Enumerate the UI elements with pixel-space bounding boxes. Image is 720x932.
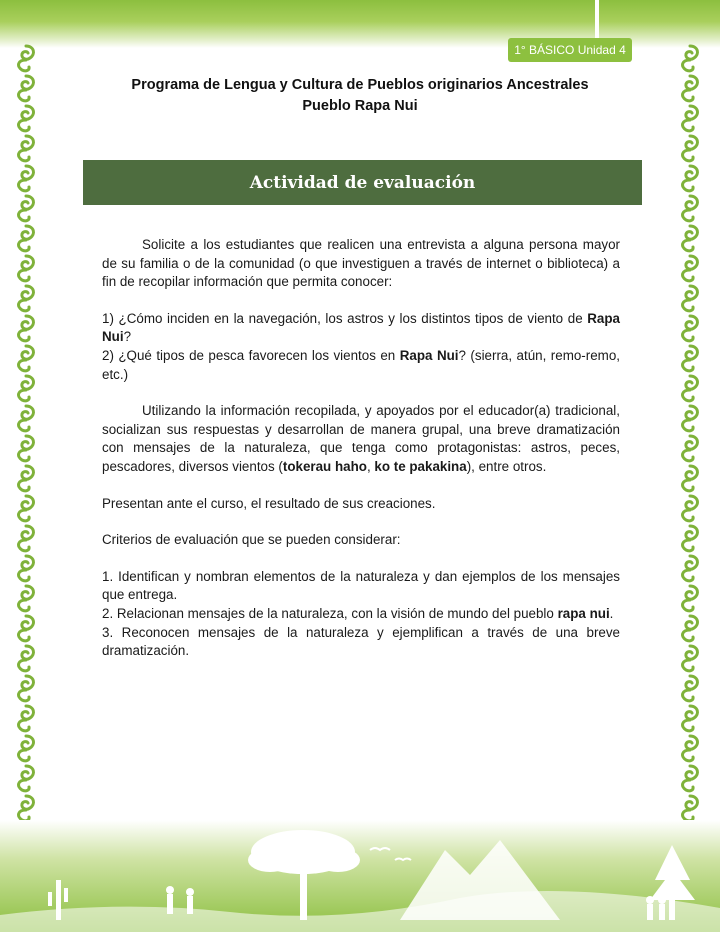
spiral-motif	[19, 796, 34, 821]
landscape-silhouette-icon	[0, 820, 720, 932]
criteria-intro: Criterios de evaluación que se pueden considerar:	[102, 532, 401, 548]
spiral-motif	[19, 76, 34, 101]
spiral-motif	[683, 436, 698, 461]
spiral-motif	[683, 646, 698, 671]
spiral-motif	[683, 76, 698, 101]
rapa-nui-spiral-ornament-icon	[676, 36, 704, 826]
spiral-motif	[683, 286, 698, 311]
spiral-motif	[19, 226, 34, 251]
spiral-motif	[19, 556, 34, 581]
spiral-motif	[19, 436, 34, 461]
section-title-bar	[83, 160, 642, 205]
spiral-motif	[19, 736, 34, 761]
instructions-text: Utilizando la información recopilada, y apoyados por el educador(a) tradicional, socializan sus respuestas y desarrollan de manera grupal, una breve dramatización con mensajes de la naturaleza, que tenga como protagonistas: astros, peces, pescadores, diversos vientos (	[102, 403, 620, 474]
band-divider	[595, 0, 599, 40]
criteria-item-1: 1. Identifican y nombran elementos de la naturaleza y dan ejemplos de los mensajes que entrega.	[102, 568, 620, 603]
right-ornament-strip	[676, 36, 704, 826]
wind-name-1: tokerau haho	[282, 458, 367, 474]
spiral-motif	[683, 526, 698, 551]
spiral-motif	[683, 256, 698, 281]
spiral-motif	[19, 616, 34, 641]
spiral-motif	[683, 376, 698, 401]
spiral-motif	[683, 586, 698, 611]
activity-content	[102, 236, 620, 661]
spiral-motif	[683, 676, 698, 701]
instructions-separator: ,	[366, 458, 375, 474]
question-1-text: 1) ¿Cómo inciden en la navegación, los astros y los distintos tipos de viento de	[102, 310, 588, 326]
question-1-end: ?	[123, 329, 132, 345]
left-ornament-strip	[12, 36, 40, 826]
question-2-text: 2) ¿Qué tipos de pesca favorecen los vientos en	[102, 347, 400, 363]
spiral-motif	[683, 736, 698, 761]
grade-badge: 1° BÁSICO Unidad 4	[508, 38, 632, 62]
spiral-motif	[19, 526, 34, 551]
bottom-landscape	[0, 820, 720, 932]
spiral-motif	[19, 316, 34, 341]
spiral-motif	[19, 166, 34, 191]
instructions-paragraph	[102, 402, 620, 476]
spiral-motif	[683, 226, 698, 251]
program-title-line1: Programa de Lengua y Cultura de Pueblos originarios Ancestrales	[131, 77, 589, 93]
program-title	[80, 75, 640, 117]
spiral-motif	[683, 196, 698, 221]
spiral-motif	[19, 346, 34, 371]
spiral-motif	[683, 796, 698, 821]
spiral-motif	[683, 346, 698, 371]
spiral-motif	[19, 196, 34, 221]
spiral-motif	[19, 106, 34, 131]
spiral-motif	[19, 376, 34, 401]
spiral-motif	[683, 316, 698, 341]
spiral-motif	[683, 106, 698, 131]
spiral-motif	[19, 766, 34, 791]
intro-paragraph: Solicite a los estudiantes que realicen una entrevista a alguna persona mayor de su familia o de la comunidad (o que investiguen a través de internet o biblioteca) a fin de recopilar información que permita conocer:	[102, 237, 620, 290]
spiral-motif	[683, 616, 698, 641]
criteria-item-3: 3. Reconocen mensajes de la naturaleza y ejemplifican a través de una breve dramatización.	[102, 624, 620, 659]
instructions-end: ), entre otros.	[466, 458, 547, 474]
criteria-item-2	[102, 605, 620, 624]
question-2	[102, 347, 620, 384]
program-title-line2: Pueblo Rapa Nui	[302, 98, 418, 114]
spiral-motif	[683, 556, 698, 581]
criteria-item-2-end: .	[609, 605, 614, 621]
question-1	[102, 310, 620, 347]
presentation-paragraph: Presentan ante el curso, el resultado de sus creaciones.	[102, 495, 436, 511]
spiral-motif	[19, 706, 34, 731]
question-2-bold: Rapa Nui	[399, 347, 459, 363]
spiral-motif	[683, 166, 698, 191]
spiral-motif	[19, 466, 34, 491]
spiral-motif	[19, 496, 34, 521]
spiral-motif	[683, 496, 698, 521]
spiral-motif	[683, 766, 698, 791]
spiral-motif	[683, 706, 698, 731]
question-2-end: ? (sierra, atún, remo-remo, etc.)	[102, 347, 620, 382]
spiral-motif	[19, 406, 34, 431]
spiral-motif	[683, 466, 698, 491]
spiral-motif	[19, 286, 34, 311]
spiral-motif	[19, 136, 34, 161]
spiral-motif	[19, 676, 34, 701]
spiral-motif	[683, 136, 698, 161]
question-1-bold: Rapa Nui	[102, 310, 620, 345]
spiral-motif	[19, 256, 34, 281]
spiral-motif	[19, 46, 34, 71]
wind-name-2: ko te pakakina	[374, 458, 467, 474]
spiral-motif	[19, 586, 34, 611]
criteria-item-2-text: 2. Relacionan mensajes de la naturaleza, con la visión de mundo del pueblo	[102, 605, 558, 621]
section-title: Actividad de evaluación	[249, 172, 476, 193]
spiral-motif	[683, 406, 698, 431]
spiral-motif	[683, 46, 698, 71]
rapa-nui-spiral-ornament-icon	[12, 36, 40, 826]
spiral-motif	[19, 646, 34, 671]
criteria-item-2-bold: rapa nui	[557, 605, 610, 621]
